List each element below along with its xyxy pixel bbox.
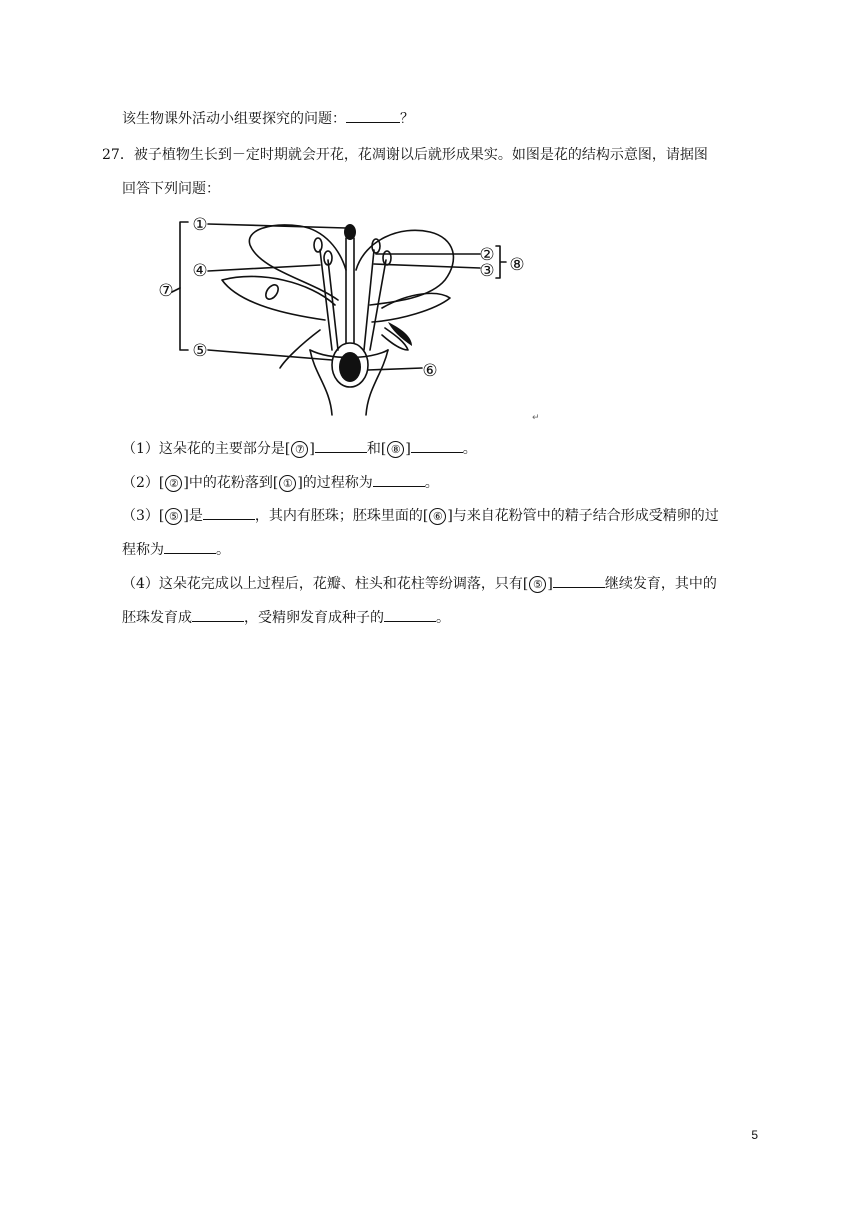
flower-structure-diagram <box>160 210 550 425</box>
label-8: ⑧ <box>509 255 525 275</box>
circled-number: ⑦ <box>291 441 308 458</box>
circled-number: ⑥ <box>429 508 446 525</box>
label-6: ⑥ <box>422 361 438 381</box>
sub-text: ] <box>309 441 315 457</box>
sub-text: ] <box>547 576 553 592</box>
answer-blank <box>384 607 436 622</box>
anther-right-1 <box>372 239 380 253</box>
left-lower-petal <box>222 276 335 320</box>
question-text-cont: 回答下列问题： <box>122 181 220 197</box>
sub-question-2 <box>122 472 439 493</box>
anther-left-1 <box>314 238 322 252</box>
sub-question-4-line-1 <box>122 573 717 594</box>
sub-text: ，其内有胚珠；胚珠里面的[ <box>254 508 429 524</box>
sub-text: 。 <box>424 475 439 491</box>
label-3: ③ <box>479 261 495 281</box>
stigma <box>344 224 356 240</box>
intro-text: 该生物课外活动小组要探究的问题： <box>122 111 346 127</box>
sub-text: 和[ <box>366 441 387 457</box>
label-5: ⑤ <box>192 341 208 361</box>
sub-question-3-line-1 <box>122 505 719 526</box>
sub-text: ，受精卵发育成种子的 <box>244 610 384 626</box>
answer-blank <box>164 539 216 554</box>
sub-text: 这朵花的主要部分是[ <box>158 441 291 457</box>
leader-4 <box>208 265 320 271</box>
leader-6 <box>368 368 422 370</box>
sub-question-4-line-2 <box>122 607 450 628</box>
answer-blank <box>373 472 425 487</box>
intro-line <box>122 108 414 129</box>
sub-text: ]中的花粉落到[ <box>183 475 279 491</box>
sub-text: 这朵花完成以上过程后，花瓣、柱头和花柱等纷调落，只有[ <box>158 576 529 592</box>
label-1: ① <box>192 215 208 235</box>
sub-text: 。 <box>436 610 450 626</box>
sub-num: （3） <box>122 508 159 524</box>
bracket-8 <box>496 246 506 278</box>
sub-question-1 <box>122 438 477 459</box>
answer-blank <box>411 438 463 453</box>
answer-blank <box>203 505 255 520</box>
sub-text: ] <box>405 441 411 457</box>
page-number: 5 <box>751 1128 758 1142</box>
style <box>346 238 354 343</box>
sub-text: ]的过程称为 <box>297 475 373 491</box>
label-2: ② <box>479 245 495 265</box>
intro-end: ？ <box>400 111 414 127</box>
sub-text: 程称为 <box>122 542 164 558</box>
question-27-line-2 <box>122 179 220 199</box>
circled-number: ② <box>165 475 182 492</box>
stalk-right <box>366 350 388 415</box>
sub-text: [ <box>158 508 165 524</box>
anther-fallen <box>263 283 280 302</box>
sub-text: 胚珠发育成 <box>122 610 192 626</box>
leader-3 <box>374 264 480 268</box>
circled-number: ⑧ <box>387 441 404 458</box>
label-7: ⑦ <box>158 281 174 301</box>
sub-num: （2） <box>122 475 159 491</box>
sub-num: （4） <box>122 576 159 592</box>
question-27-line-1 <box>102 145 708 165</box>
question-number: 27． <box>102 147 134 163</box>
sub-text: ]是 <box>183 508 203 524</box>
sub-text: 。 <box>216 542 230 558</box>
answer-blank <box>315 438 367 453</box>
answer-blank <box>192 607 244 622</box>
sub-question-3-line-2 <box>122 539 230 560</box>
ovule <box>339 352 361 382</box>
sub-text: 。 <box>462 441 477 457</box>
return-mark: ↵ <box>532 413 540 423</box>
circled-number: ⑤ <box>165 508 182 525</box>
bracket-7 <box>180 222 188 350</box>
question-text: 被子植物生长到－定时期就会开花，花凋谢以后就形成果实。如图是花的结构示意图，请据图 <box>133 147 708 163</box>
answer-blank <box>346 108 400 123</box>
sub-text: [ <box>158 475 165 491</box>
circled-number: ① <box>279 475 296 492</box>
circled-number: ⑤ <box>529 576 546 593</box>
anther-right-2 <box>383 251 391 265</box>
answer-blank <box>553 573 605 588</box>
sub-text: 继续发育，其中的 <box>604 576 717 592</box>
sub-text: ]与来自花粉管中的精子结合形成受精卵的过 <box>447 508 719 524</box>
sub-num: （1） <box>122 441 159 457</box>
label-4: ④ <box>192 261 208 281</box>
